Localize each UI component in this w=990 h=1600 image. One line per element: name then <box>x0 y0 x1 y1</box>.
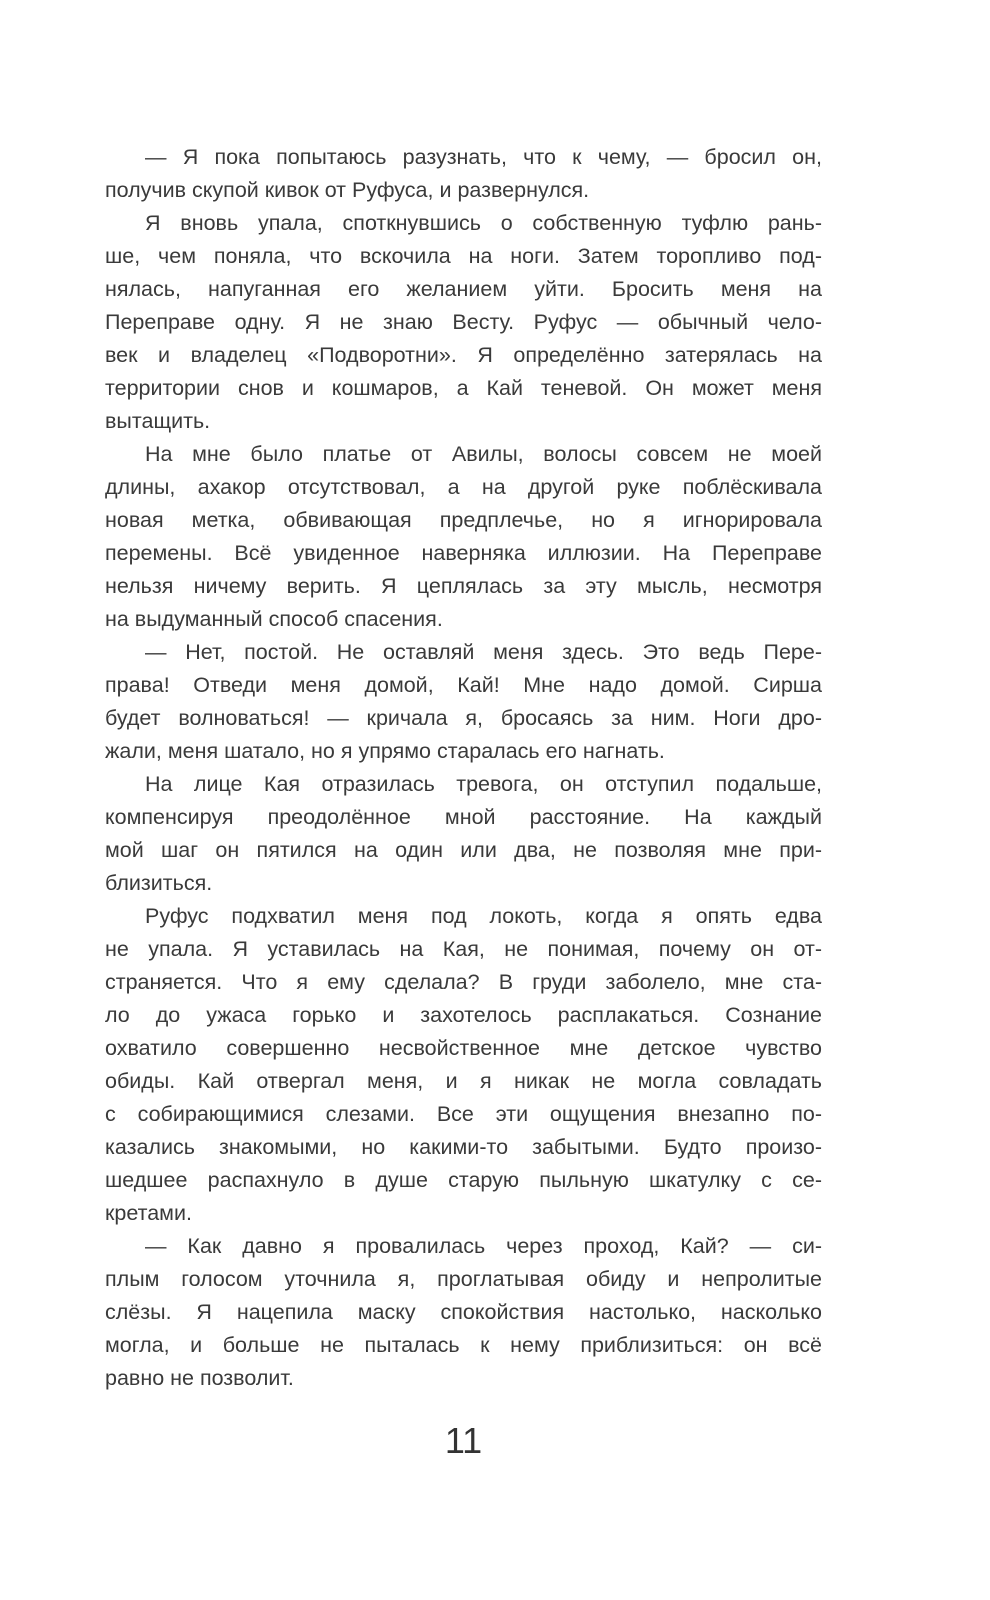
paragraph <box>105 1230 822 1395</box>
text-line: могла, и больше не пыталась к нему приблизиться: он всё <box>105 1333 822 1357</box>
body-text <box>105 141 822 1395</box>
text-line: с собирающимися слезами. Все эти ощущения внезапно по- <box>105 1102 822 1126</box>
text-line: страняется. Что я ему сделала? В груди заболело, мне ста- <box>105 970 822 994</box>
text-line: нялась, напуганная его желанием уйти. Бросить меня на <box>105 277 822 301</box>
text-line: компенсируя преодолённое мной расстояние. На каждый <box>105 805 822 829</box>
text-line: мой шаг он пятился на один или два, не позволяя мне при- <box>105 838 822 862</box>
text-line: на выдуманный способ спасения. <box>105 607 443 631</box>
text-line: территории снов и кошмаров, а Кай теневой. Он может меня <box>105 376 822 400</box>
paragraph <box>105 141 822 207</box>
text-line: равно не позволит. <box>105 1366 294 1390</box>
text-line: права! Отведи меня домой, Кай! Мне надо домой. Сирша <box>105 673 822 697</box>
text-line: жали, меня шатало, но я упрямо старалась его нагнать. <box>105 739 665 763</box>
paragraph <box>105 438 822 636</box>
text-line: вытащить. <box>105 409 211 433</box>
text-line: Руфус подхватил меня под локоть, когда я опять едва <box>145 904 822 928</box>
text-line: будет волноваться! — кричала я, бросаясь за ним. Ноги дро- <box>105 706 822 730</box>
text-line: шедшее распахнуло в душе старую пыльную шкатулку с се- <box>105 1168 822 1192</box>
paragraph <box>105 207 822 438</box>
paragraph <box>105 636 822 768</box>
text-line: На мне было платье от Авилы, волосы совсем не моей <box>145 442 822 466</box>
text-line: нельзя ничему верить. Я цеплялась за эту мысль, несмотря <box>105 574 822 598</box>
text-line: получив скупой кивок от Руфуса, и развернулся. <box>105 178 590 202</box>
text-line: Я вновь упала, споткнувшись о собственную туфлю рань- <box>145 211 822 235</box>
text-line: перемены. Всё увиденное наверняка иллюзии. На Переправе <box>105 541 822 565</box>
text-line: кретами. <box>105 1201 192 1225</box>
text-line: новая метка, обвивающая предплечье, но я игнорировала <box>105 508 822 532</box>
text-line: слёзы. Я нацепила маску спокойствия настолько, насколько <box>105 1300 822 1324</box>
text-line: охватило совершенно несвойственное мне детское чувство <box>105 1036 822 1060</box>
text-line: не упала. Я уставилась на Кая, не понимая, почему он от- <box>105 937 822 961</box>
text-line: близиться. <box>105 871 213 895</box>
text-line: плым голосом уточнила я, проглатывая обиду и непролитые <box>105 1267 822 1291</box>
text-line: — Нет, постой. Не оставляй меня здесь. Это ведь Пере- <box>145 640 822 664</box>
text-line: ше, чем поняла, что вскочила на ноги. Затем торопливо под- <box>105 244 822 268</box>
text-line: обиды. Кай отвергал меня, и я никак не могла совладать <box>105 1069 822 1093</box>
text-line: — Как давно я провалилась через проход, Кай? — си- <box>145 1234 822 1258</box>
text-line: ло до ужаса горько и захотелось расплакаться. Сознание <box>105 1003 822 1027</box>
page-number: 11 <box>444 1420 483 1461</box>
paragraph <box>105 900 822 1230</box>
text-line: На лице Кая отразилась тревога, он отступил подальше, <box>145 772 822 796</box>
text-line: век и владелец «Подворотни». Я определённо затерялась на <box>105 343 822 367</box>
text-line: — Я пока попытаюсь разузнать, что к чему, — бросил он, <box>145 145 822 169</box>
text-line: казались знакомыми, но какими-то забытыми. Будто произо- <box>105 1135 822 1159</box>
text-line: длины, ахакор отсутствовал, а на другой руке поблёскивала <box>105 475 822 499</box>
text-line: Переправе одну. Я не знаю Весту. Руфус — обычный чело- <box>105 310 822 334</box>
paragraph <box>105 768 822 900</box>
